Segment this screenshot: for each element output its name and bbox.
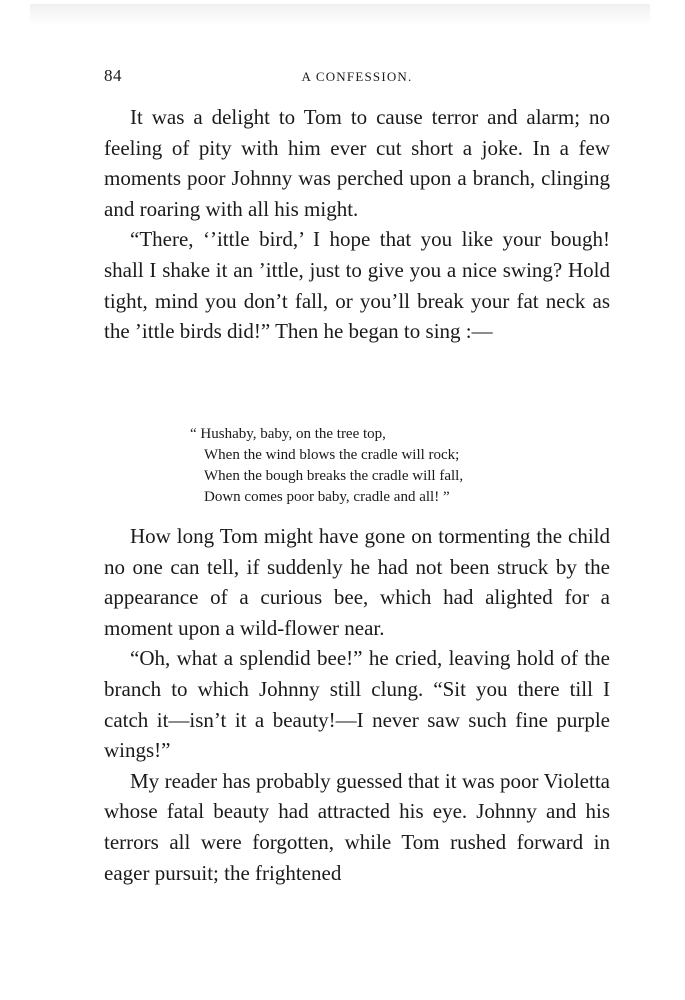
running-head: A CONFESSION. [301,69,413,84]
paragraph: It was a delight to Tom to cause terror and alarm; no feeling of pity with him ever cut short a joke. In a few moments poor Johnny was perched upon a branch, clinging and roaring with all his might. [104,105,610,221]
page-number: 84 [104,66,122,85]
paragraph: “There, ‘’ittle bird,’ I hope that you like your bough! shall I shake it an ’ittle, just to give you a nice swing? Hold tight, mind you don’t fall, or you’ll break your fat neck as the ’ittle birds did!” Then he began to sing :— [104,227,610,344]
paragraph: How long Tom might have gone on tormenting the child no one can tell, if suddenly he had not been struck by the appearance of a curious bee, which had alighted for a moment upon a wild-flower near. [104,524,610,640]
text-block-bottom [104,521,610,888]
paragraph: “Oh, what a splendid bee!” he cried, leaving hold of the branch to which Johnny still clung. “Sit you there till I catch it—isn’t it a beauty!—I never saw such fine purple wings!” [104,646,610,763]
verse-line: When the bough breaks the cradle will fall, [204,468,464,484]
page-header [104,66,610,90]
text-block-top [104,102,610,347]
verse-line: Down comes poor baby, cradle and all! ” [204,489,450,505]
show-through-bleed [30,4,650,26]
verse-line: When the wind blows the cradle will rock; [204,447,460,463]
paragraph: My reader has probably guessed that it was poor Violetta whose fatal beauty had attracted his eye. Johnny and his terrors all were forgotten, while Tom rushed forward in eager pursuit; the frightened [104,768,610,885]
verse-line: “ Hushaby, baby, on the tree top, [190,426,386,442]
nursery-rhyme-verse [190,424,463,508]
